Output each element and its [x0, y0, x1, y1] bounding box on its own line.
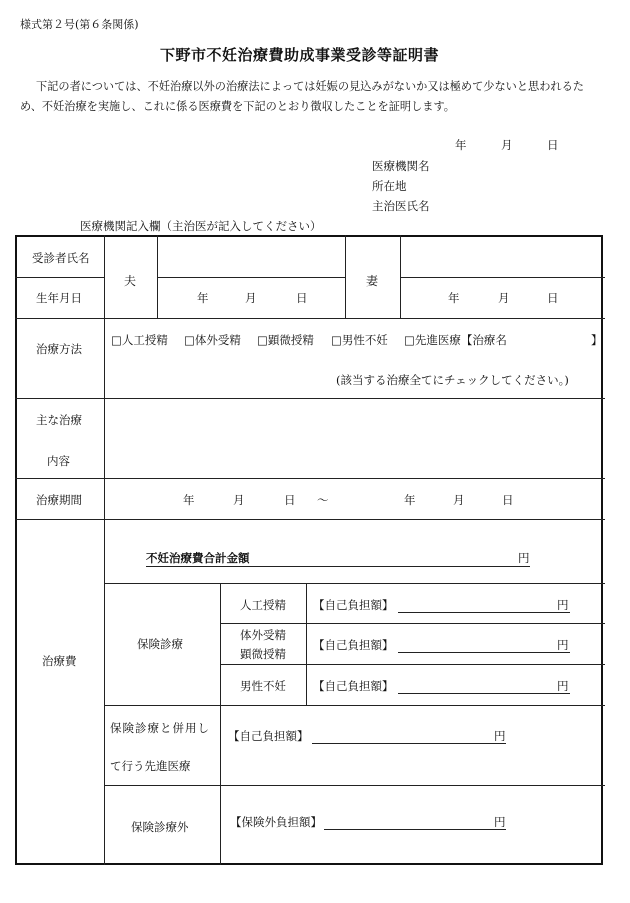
male-self-pay-label: 【自己負担額】 — [313, 679, 394, 693]
wife-birth-year: 年 — [448, 291, 460, 305]
method-checkbox-ai[interactable]: □人工授精 — [111, 333, 168, 347]
method-checkbox-male[interactable]: □男性不妊 — [331, 333, 388, 347]
male-label: 男性不妊 — [240, 679, 286, 693]
non-insured-amount-field[interactable] — [324, 829, 506, 830]
total-cost-label: 不妊治療費合計金額 — [146, 551, 250, 565]
main-treatment-field[interactable] — [107, 401, 601, 476]
total-cost-yen: 円 — [518, 551, 530, 565]
non-insured-yen: 円 — [494, 815, 506, 829]
period-tilde: ～ — [317, 493, 329, 507]
main-treatment-label-1: 主な治療 — [36, 413, 82, 427]
period-end-day: 日 — [502, 493, 514, 507]
form-number: 様式第２号(第６条関係) — [20, 18, 139, 31]
male-yen: 円 — [557, 679, 569, 693]
period-start-year: 年 — [183, 493, 195, 507]
wife-birth-month: 月 — [498, 291, 510, 305]
husband-birth-year: 年 — [197, 291, 209, 305]
doctor-name-label: 主治医氏名 — [372, 199, 430, 213]
ivf-label-1: 体外受精 — [240, 628, 286, 642]
husband-birth-day: 日 — [296, 291, 308, 305]
combined-amount-field[interactable] — [312, 743, 506, 744]
period-start-day: 日 — [284, 493, 296, 507]
insurance-label: 保険診療 — [137, 637, 183, 651]
husband-name-field[interactable] — [160, 238, 342, 275]
wife-name-field[interactable] — [403, 238, 601, 275]
ai-self-pay-label: 【自己負担額】 — [313, 598, 394, 612]
method-bracket-close: 】 — [591, 333, 603, 347]
ai-yen: 円 — [557, 598, 569, 612]
period-end-month: 月 — [453, 493, 465, 507]
combined-self-pay-label: 【自己負担額】 — [228, 729, 309, 743]
cert-month: 月 — [501, 138, 513, 152]
ivf-label-2: 顕微授精 — [240, 647, 286, 661]
combined-yen: 円 — [494, 729, 506, 743]
wife-label: 妻 — [366, 274, 379, 288]
combined-label-2: て行う先進医療 — [110, 759, 191, 773]
cert-day: 日 — [547, 138, 559, 152]
husband-label: 夫 — [124, 274, 137, 288]
method-checkbox-ivf[interactable]: □体外受精 — [184, 333, 241, 347]
combined-label-1: 保険診療と併用し — [110, 721, 210, 735]
birth-date-label: 生年月日 — [36, 291, 82, 305]
male-amount-field[interactable] — [398, 693, 570, 694]
page-title: 下野市不妊治療費助成事業受診等証明書 — [160, 46, 440, 64]
section-note: 医療機関記入欄（主治医が記入してください） — [80, 219, 322, 233]
husband-birth-month: 月 — [245, 291, 257, 305]
non-insured-pay-label: 【保険外負担額】 — [230, 815, 322, 829]
method-checkbox-advanced[interactable]: □先進医療【治療名 — [404, 333, 507, 347]
ivf-amount-field[interactable] — [398, 652, 570, 653]
institution-name-label: 医療機関名 — [372, 159, 430, 173]
non-insured-label: 保険診療外 — [131, 820, 189, 834]
cert-year: 年 — [455, 138, 467, 152]
treatment-period-label: 治療期間 — [36, 493, 82, 507]
ai-label: 人工授精 — [240, 598, 286, 612]
intro-text-line1: 下記の者については、不妊治療以外の治療法によっては妊娠の見込みがないか又は極めて少ないと思われるた — [36, 80, 584, 93]
institution-address-label: 所在地 — [372, 179, 407, 193]
ai-amount-field[interactable] — [398, 612, 570, 613]
treatment-cost-label: 治療費 — [42, 654, 77, 668]
method-checkbox-icsi[interactable]: □顕微授精 — [257, 333, 314, 347]
period-end-year: 年 — [404, 493, 416, 507]
method-note: (該当する治療全てにチェックしてください。) — [336, 373, 569, 387]
ivf-yen: 円 — [557, 638, 569, 652]
ivf-self-pay-label: 【自己負担額】 — [313, 638, 394, 652]
intro-text-line2: め、不妊治療を実施し、これに係る医療費を下記のとおり徴収したことを証明します。 — [20, 100, 455, 113]
wife-birth-day: 日 — [547, 291, 559, 305]
patient-name-label: 受診者氏名 — [32, 251, 90, 265]
main-treatment-label-2: 内容 — [47, 454, 70, 468]
period-start-month: 月 — [233, 493, 245, 507]
treatment-method-label: 治療方法 — [36, 342, 82, 356]
